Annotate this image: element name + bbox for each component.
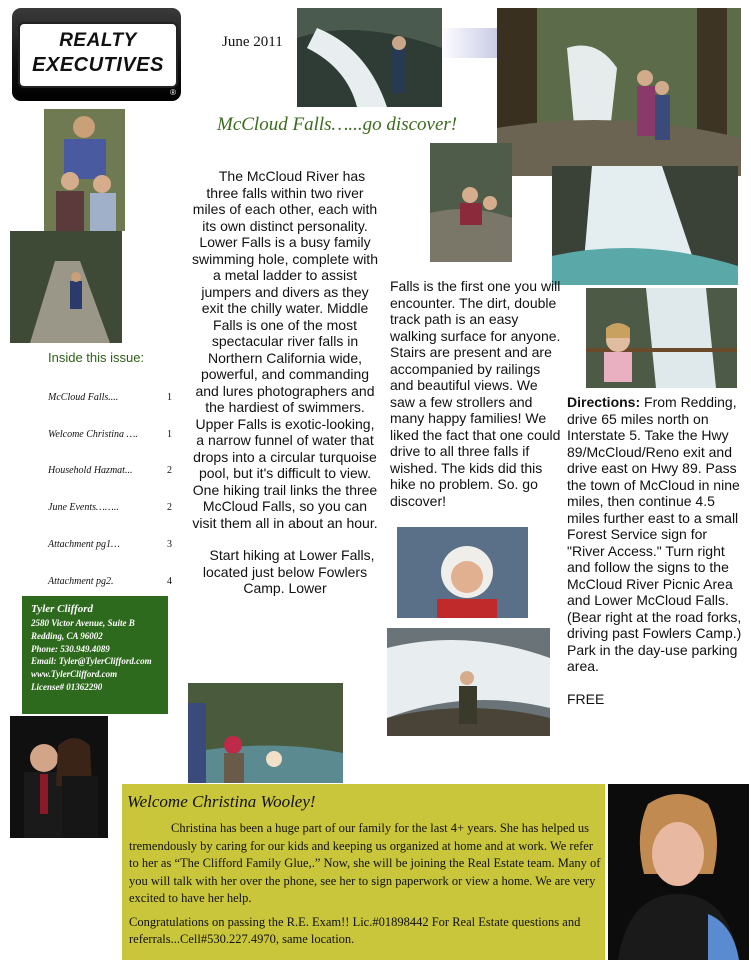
toc-item-label: June Events……..: [48, 502, 119, 513]
toc-item-label: Attachment pg1…: [48, 539, 120, 550]
welcome-body: [129, 820, 601, 949]
toc-item[interactable]: [48, 392, 172, 403]
toc-item-page: 2: [167, 465, 172, 476]
toc-item-label: Household Hazmat...: [48, 465, 133, 476]
directions-label: Directions:: [567, 394, 641, 410]
photo-tyler-and-wife: [10, 716, 108, 838]
welcome-paragraph-2: Congratulations on passing the R.E. Exam!! Lic.#01898442 For Real Estate questions and referrals...Cell#530.227.4970, same location.: [129, 914, 581, 946]
agent-name: Tyler Clifford: [31, 603, 94, 615]
article-paragraph-2: Start hiking at Lower Falls, located just below Fowlers Camp. Lower: [202, 547, 375, 596]
directions-text: From Redding, drive 65 miles north on Interstate 5. Take the Hwy 89/McCloud/Reno exit and drive east on Hwy 89. Pass the town of McCloud in nine miles, then continue 4.5 miles further east to a small Forest Service sign for "River Access." Turn right and follow the signs to the McCloud River Picnic Area and Lower McCloud Falls. (Bear right at the road forks, driving past Fowlers Camp.) Park in the day-use parking area.: [567, 394, 742, 674]
agent-contact-box: [22, 596, 168, 714]
toc-item-page: 4: [167, 576, 172, 587]
photo-child-by-rapids: [387, 628, 550, 736]
toc-title: Inside this issue:: [48, 350, 145, 365]
agent-phone: Phone: 530.949.4089: [31, 643, 110, 654]
toc-item-page: 3: [167, 539, 172, 550]
toc-item[interactable]: [48, 539, 172, 550]
registered-mark: ®: [170, 88, 176, 97]
photo-child-in-hood: [397, 527, 528, 618]
photo-waterfall-top: [297, 8, 442, 107]
agent-email[interactable]: Email: Tyler@TylerClifford.com: [31, 656, 152, 667]
photo-cascade: [552, 166, 738, 285]
toc-item-label: Welcome Christina ….: [48, 429, 138, 440]
photo-christina: [608, 784, 749, 960]
photo-stairs-trail: [10, 231, 122, 343]
article-column-1: [190, 168, 380, 597]
logo-line1: REALTY: [59, 30, 137, 51]
logo-plate: [18, 22, 178, 88]
toc-item-label: McCloud Falls....: [48, 392, 119, 403]
agent-license: License# 01362290: [31, 681, 103, 692]
photo-kids-on-rock: [430, 143, 512, 262]
toc-item-page: 2: [167, 502, 172, 513]
toc-item-page: 1: [167, 429, 172, 440]
toc-item-label: Attachment pg2.: [48, 576, 114, 587]
photo-girl-at-railing: [586, 288, 737, 388]
toc-item[interactable]: [48, 502, 172, 513]
welcome-title: Welcome Christina Wooley!: [127, 792, 316, 811]
photo-family-at-falls: [497, 8, 741, 176]
photo-dad-and-kids: [44, 109, 125, 231]
welcome-paragraph-1: Christina has been a huge part of our family for the last 4+ years. She has helped us tremendously by caring for our kids and keeping us organized at home and at work. We refer to her as “The Clifford Family Glue,.” Now, she will be joining the Real Estate team. Many of you will talk with her over the phone, see her to sign paperwork or view a home. We are very excited to have her help.: [129, 821, 601, 905]
agent-website[interactable]: www.TylerClifford.com: [31, 669, 118, 680]
toc-item[interactable]: [48, 576, 172, 587]
toc-item[interactable]: [48, 465, 172, 476]
price-free: FREE: [567, 690, 605, 707]
decorative-bar: [440, 28, 498, 58]
issue-date: June 2011: [222, 34, 283, 50]
realty-executives-logo: [12, 8, 181, 101]
directions-column: [567, 394, 747, 707]
article-paragraph-1: The McCloud River has three falls within two river miles of each other, each with its own distinct personality. Lower Falls is a busy family swimming hole, complete with a metal ladder to assist jumpers and divers as they exit the chilly water. Middle Falls is one of the most spectacular river falls in Northern California wide, powerful, and commanding and lures photographers and the hardiest of swimmers. Upper Falls is exotic-looking, a narrow funnel of water that drops into a circular turquoise pool, but it's difficult to view. One hiking trail links the three McCloud Falls, so you can visit them all in about an hour.: [192, 168, 378, 531]
agent-address-1: 2580 Victor Avenue, Suite B: [31, 618, 135, 628]
welcome-section: [122, 784, 605, 960]
toc-item-page: 1: [167, 392, 172, 403]
photo-family-by-river: [188, 683, 343, 783]
toc-item[interactable]: [48, 429, 172, 440]
article-column-2: Falls is the first one you will encounter. The dirt, double track path is an easy walking surface for anyone. Stairs are present and are accompanied by railings and beautiful views. We saw a few strollers and many happy families! We liked the fact that one could drive to all three falls if wished. The kids did this hike no problem. So. go discover!: [390, 278, 561, 509]
agent-address-2: Redding, CA 96002: [31, 630, 103, 641]
article-headline: McCloud Falls…...go discover!: [217, 114, 458, 135]
logo-line2: EXECUTIVES: [32, 54, 164, 76]
